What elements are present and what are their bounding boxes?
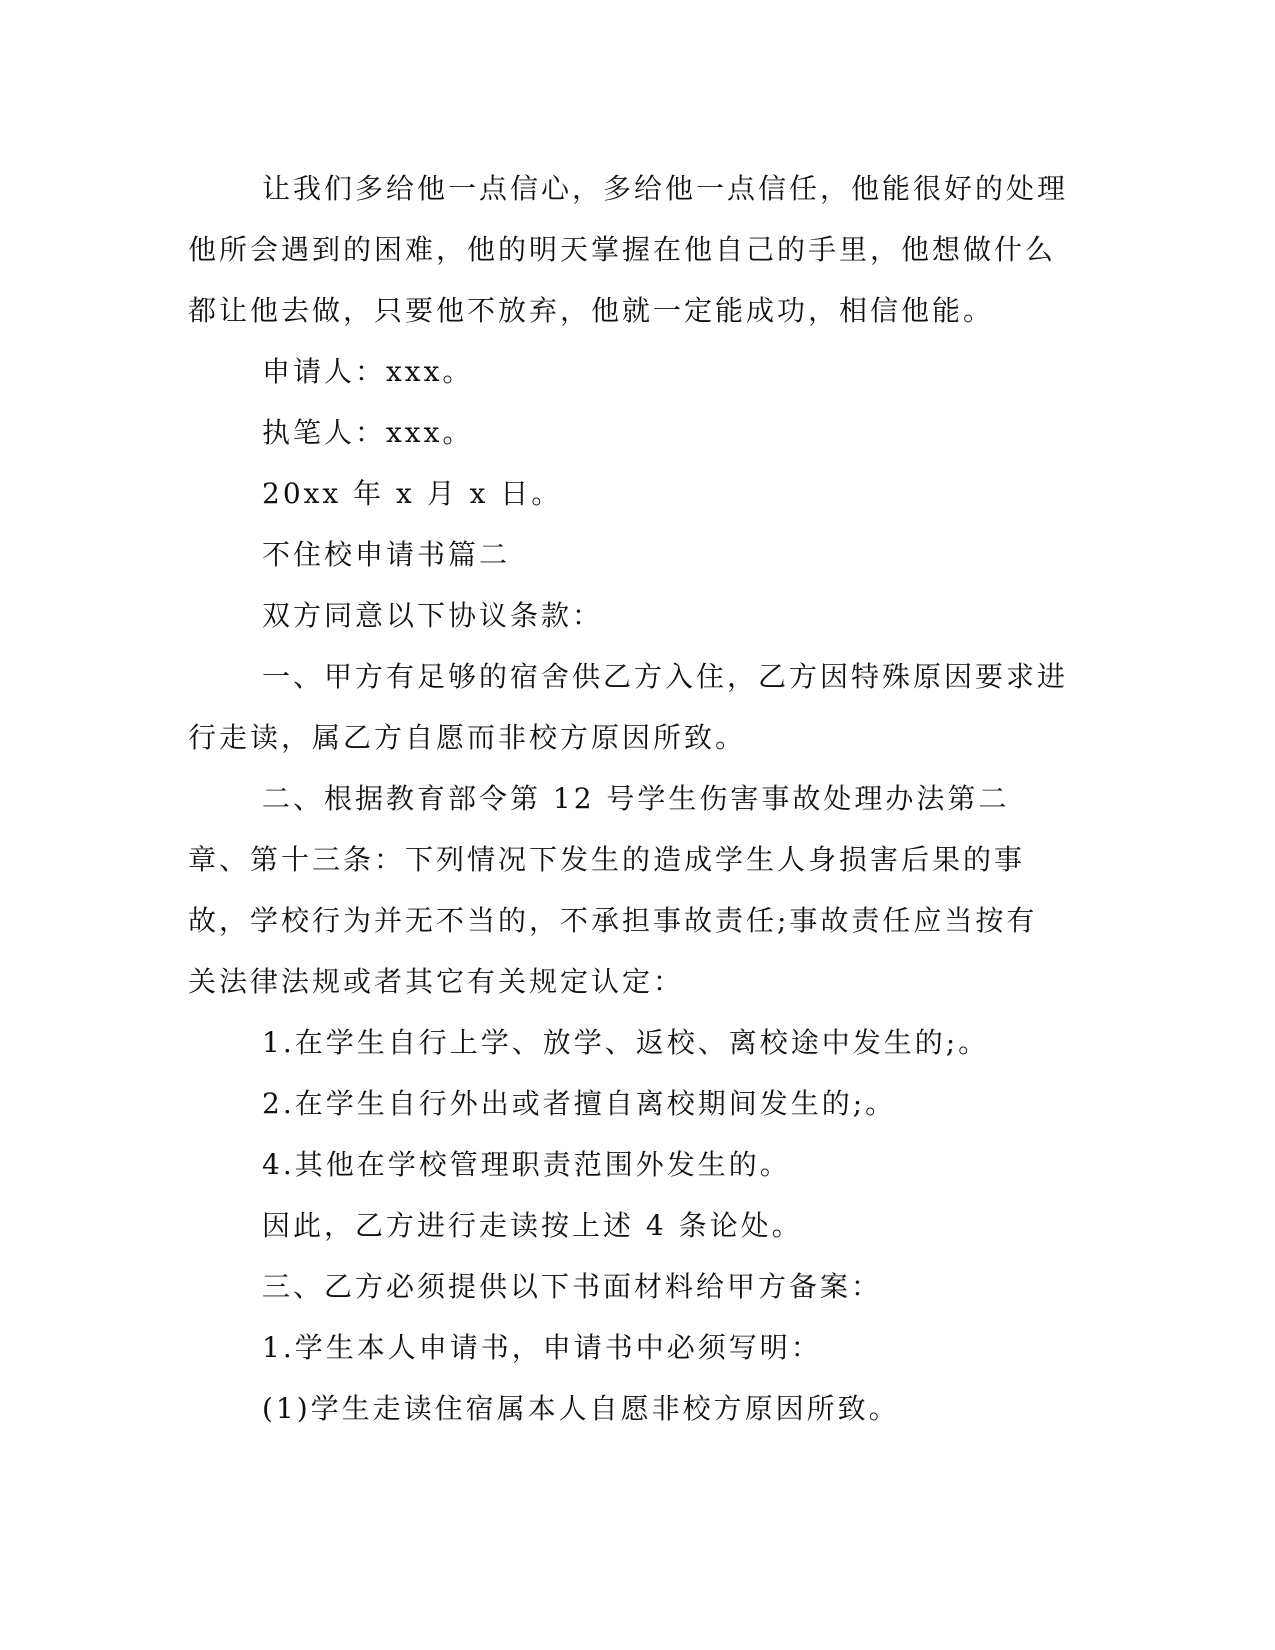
- list-item: (1)学生走读住宿属本人自愿非校方原因所致。: [262, 1392, 900, 1425]
- paragraph-clause-3: 三、乙方必须提供以下书面材料给甲方备案：: [262, 1270, 883, 1303]
- paragraph-agreement-intro: 双方同意以下协议条款：: [262, 599, 604, 632]
- list-item: 4.其他在学校管理职责范围外发生的。: [262, 1148, 791, 1181]
- paragraph-applicant: 申请人：xxx。: [262, 355, 474, 388]
- paragraph-conclusion: 因此，乙方进行走读按上述 4 条论处。: [262, 1209, 803, 1242]
- document-body: [188, 158, 1068, 1439]
- paragraph-writer: 执笔人：xxx。: [262, 416, 474, 449]
- list-item: 2.在学生自行外出或者擅自离校期间发生的;。: [262, 1087, 897, 1120]
- paragraph-closing-statement: 让我们多给他一点信心，多给他一点信任，他能很好的处理他所会遇到的困难，他的明天掌握在他自己的手里，他想做什么都让他去做，只要他不放弃，他就一定能成功，相信他能。: [188, 172, 1069, 327]
- list-item: 1.学生本人申请书，申请书中必须写明：: [262, 1331, 822, 1364]
- list-item: 1.在学生自行上学、放学、返校、离校途中发生的;。: [262, 1026, 990, 1059]
- paragraph-clause-1: 一、甲方有足够的宿舍供乙方入住，乙方因特殊原因要求进行走读，属乙方自愿而非校方原因所致。: [188, 660, 1069, 754]
- section-heading: 不住校申请书篇二: [262, 538, 511, 571]
- paragraph-clause-2: 二、根据教育部令第 12 号学生伤害事故处理办法第二章、第十三条：下列情况下发生的造成学生人身损害后果的事故，学校行为并无不当的，不承担事故责任;事故责任应当按有关法律法规或者其它有关规定认定：: [188, 782, 1038, 998]
- paragraph-date: 20xx 年 x 月 x 日。: [262, 477, 563, 510]
